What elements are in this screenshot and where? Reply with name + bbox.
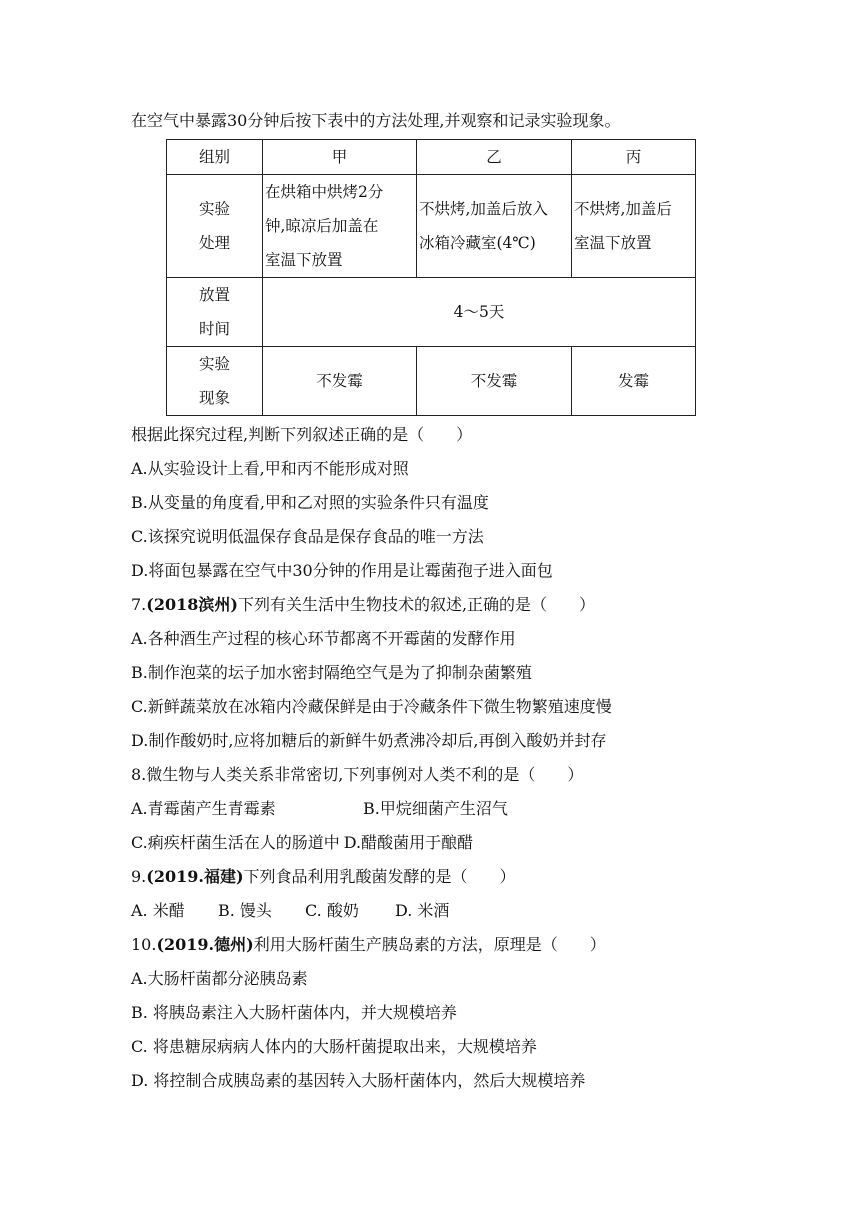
option-a: A.各种酒生产过程的核心环节都离不开霉菌的发酵作用 xyxy=(131,629,516,648)
table-row xyxy=(167,175,696,278)
table-row xyxy=(167,278,696,347)
question-9-stem: 9.(2019.福建)下列食品利用乳酸菌发酵的是（ ） xyxy=(131,867,516,886)
option-c: C.新鲜蔬菜放在冰箱内冷藏保鲜是由于冷藏条件下微生物繁殖速度慢 xyxy=(131,697,612,716)
table-header-row xyxy=(167,140,696,175)
table-cell: 不发霉 xyxy=(417,347,572,416)
question-7-stem: 7.(2018滨州)下列有关生活中生物技术的叙述,正确的是（ ） xyxy=(131,595,596,614)
option-d: D. 米酒 xyxy=(395,901,450,920)
question-10-stem: 10.(2019.德州)利用大肠杆菌生产胰岛素的方法，原理是（ ） xyxy=(131,935,606,954)
table-header-cell: 乙 xyxy=(417,140,572,175)
questions xyxy=(131,418,612,1098)
option-b: B.甲烷细菌产生沼气 xyxy=(363,799,508,818)
table-cell: 不烘烤,加盖后放入 冰箱冷藏室(4℃) xyxy=(417,175,572,278)
option-c: C.痢疾杆菌生活在人的肠道中 xyxy=(131,833,340,852)
option-row xyxy=(131,826,612,860)
table-cell: 发霉 xyxy=(572,347,696,416)
question-6-stem: 根据此探究过程,判断下列叙述正确的是（ ） xyxy=(131,425,473,444)
option-d: D.制作酸奶时,应将加糖后的新鲜牛奶煮沸冷却后,再倒入酸奶并封存 xyxy=(131,731,607,750)
table-row xyxy=(167,347,696,416)
option-d: D.将面包暴露在空气中30分钟的作用是让霉菌孢子进入面包 xyxy=(131,561,553,580)
option-d: D.醋酸菌用于酿醋 xyxy=(343,833,474,852)
table-cell: 不烘烤,加盖后 室温下放置 xyxy=(572,175,696,278)
option-a: A.大肠杆菌都分泌胰岛素 xyxy=(131,969,308,988)
option-row xyxy=(131,792,612,826)
option-a: A.青霉菌产生青霉素 xyxy=(131,799,276,818)
question-source: (2019.福建) xyxy=(146,867,244,886)
option-b: B.从变量的角度看,甲和乙对照的实验条件只有温度 xyxy=(131,493,489,512)
table-header-cell: 丙 xyxy=(572,140,696,175)
option-d: D. 将控制合成胰岛素的基因转入大肠杆菌体内，然后大规模培养 xyxy=(131,1071,586,1090)
option-c: C. 酸奶 xyxy=(305,901,359,920)
table-header-cell: 甲 xyxy=(263,140,417,175)
option-a: A. 米醋 xyxy=(131,901,185,920)
option-b: B. 将胰岛素注入大肠杆菌体内，并大规模培养 xyxy=(131,1003,457,1022)
option-b: B.制作泡菜的坛子加水密封隔绝空气是为了抑制杂菌繁殖 xyxy=(131,663,532,682)
option-row xyxy=(131,894,612,928)
row-label: 实验 处理 xyxy=(167,175,263,278)
option-c: C. 将患糖尿病病人体内的大肠杆菌提取出来，大规模培养 xyxy=(131,1037,537,1056)
table-header-cell: 组别 xyxy=(167,140,263,175)
option-b: B. 馒头 xyxy=(218,901,272,920)
question-source: (2019.德州) xyxy=(156,935,254,954)
option-a: A.从实验设计上看,甲和丙不能形成对照 xyxy=(131,459,409,478)
table-merged-cell: 4～5天 xyxy=(263,278,696,347)
row-label: 放置 时间 xyxy=(167,278,263,347)
row-label: 实验 现象 xyxy=(167,347,263,416)
question-8-stem: 8.微生物与人类关系非常密切,下列事例对人类不利的是（ ） xyxy=(131,765,584,784)
option-c: C.该探究说明低温保存食品是保存食品的唯一方法 xyxy=(131,527,484,546)
question-source: (2018滨州) xyxy=(146,595,238,614)
experiment-table xyxy=(166,139,696,416)
intro-text: 在空气中暴露30分钟后按下表中的方法处理,并观察和记录实验现象。 xyxy=(131,111,621,130)
table-cell: 不发霉 xyxy=(263,347,417,416)
table-cell: 在烘箱中烘烤2分 钟,晾凉后加盖在 室温下放置 xyxy=(263,175,417,278)
